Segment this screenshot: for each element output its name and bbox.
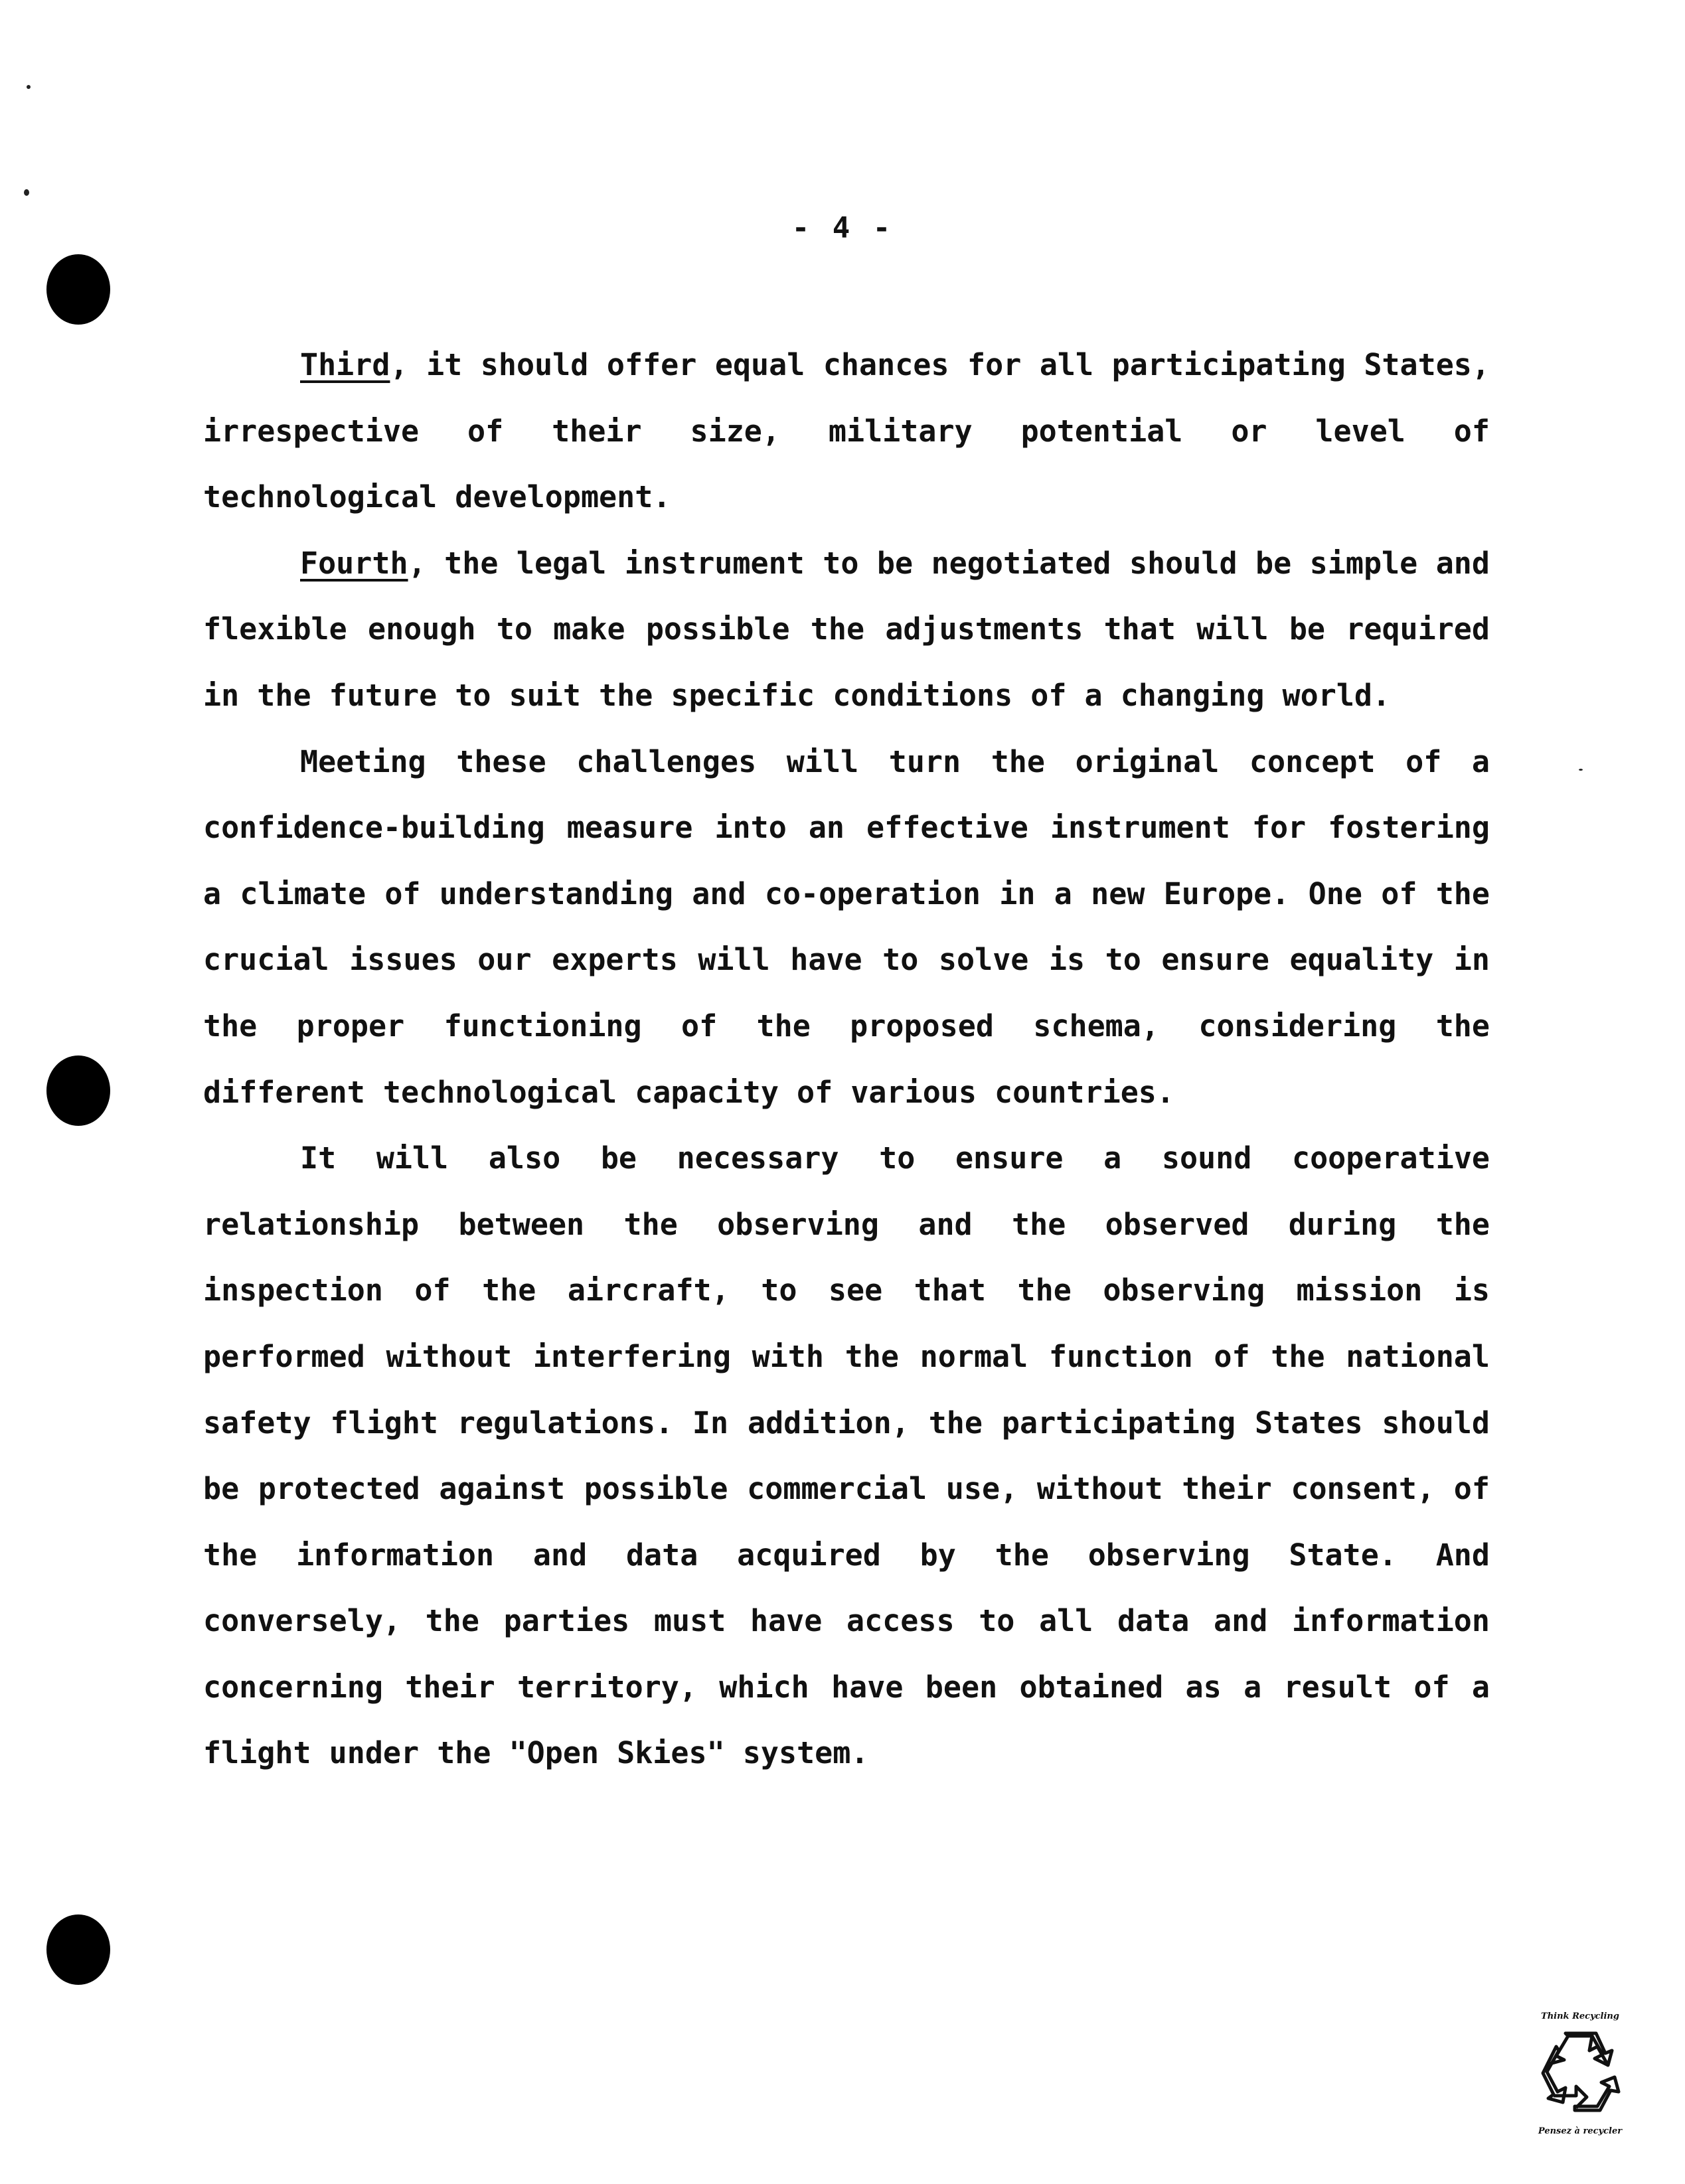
recycle-logo-bottom-text: Pensez à recycler bbox=[1538, 2126, 1623, 2136]
punch-hole-middle bbox=[46, 1055, 110, 1126]
scan-speck bbox=[24, 189, 29, 196]
paragraph-third bbox=[203, 332, 1490, 530]
paragraph-text: Meeting these challenges will turn the original concept of a confidence-building measure into an effective instrument for fostering a climate of understanding and co-operation in a new Europe. One of the crucial issues our experts will have to solve is to ensure equality in the proper functioning of the proposed schema, considering the different technological capacity of various countries. bbox=[203, 743, 1490, 1110]
paragraph-text: It will also be necessary to ensure a sound cooperative relationship between the observing and the observed during the inspection of the aircraft, to see that the observing mission is performed without interfering with the normal function of the national safety flight regulations. In addition, the participating States should be protected against possible commercial use, without their consent, of the information and data acquired by the observing State. And conversely, the parties must have access to all data and information concerning their territory, which have been obtained as a result of a flight under the "Open Skies" system. bbox=[203, 1140, 1490, 1771]
paragraph-lead: Fourth bbox=[300, 545, 408, 581]
scan-speck bbox=[27, 85, 31, 89]
scan-speck bbox=[1579, 769, 1583, 771]
punch-hole-bottom bbox=[46, 1914, 110, 1985]
recycle-icon bbox=[1534, 2024, 1627, 2124]
punch-hole-top bbox=[46, 254, 110, 325]
paragraph-lead: Third bbox=[300, 347, 390, 382]
paragraph-cooperation bbox=[203, 1125, 1490, 1786]
paragraph-fourth bbox=[203, 530, 1490, 729]
document-body bbox=[203, 332, 1490, 1786]
paragraph-challenges bbox=[203, 729, 1490, 1126]
recycle-logo bbox=[1524, 2011, 1637, 2151]
recycle-logo-top-text: Think Recycling bbox=[1541, 2011, 1619, 2021]
paragraph-text: , the legal instrument to be negotiated should be simple and flexible enough to make possible the adjustments that will be required in the future to suit the specific conditions of a changing world. bbox=[203, 545, 1490, 713]
paragraph-text: , it should offer equal chances for all participating States, irrespective of their size, military potential or level of technological development. bbox=[203, 347, 1490, 515]
page-number: - 4 - bbox=[791, 211, 894, 245]
